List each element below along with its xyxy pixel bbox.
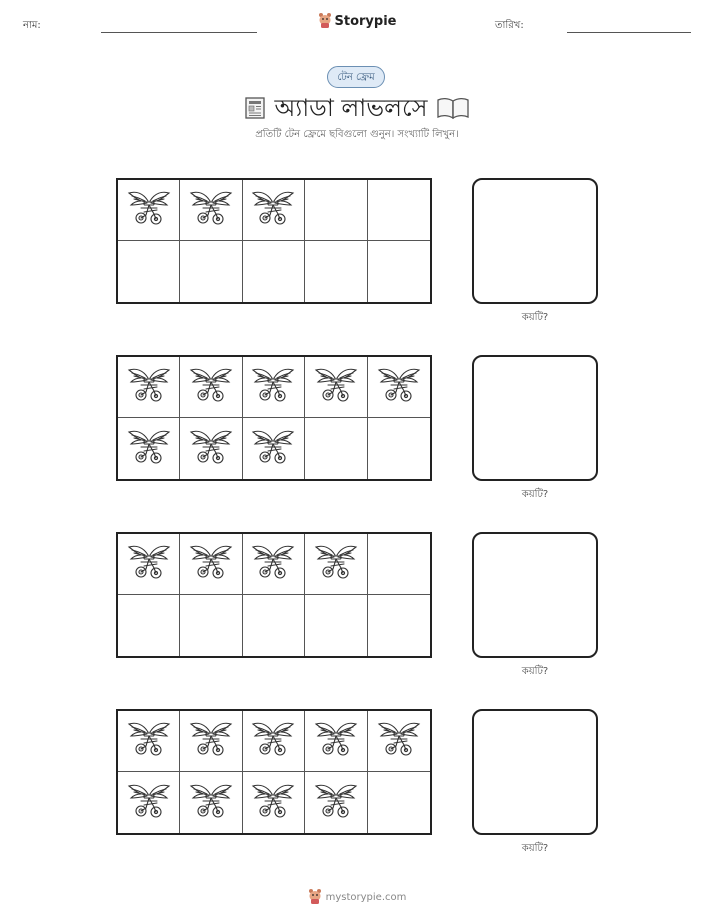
winged-bicycle-icon <box>127 187 171 233</box>
ten-frame-cell <box>243 595 305 656</box>
ten-frame-cell <box>305 534 367 595</box>
winged-bicycle-icon <box>251 364 295 410</box>
winged-bicycle-icon <box>189 364 233 410</box>
ten-frame-cell <box>305 595 367 656</box>
worksheet-title: অ্যাডা লাভলসে <box>274 94 428 122</box>
footer-url: mystorypie.com <box>325 892 407 903</box>
count-question-2: কয়টি? <box>521 489 549 500</box>
worksheet-title-row <box>0 90 714 130</box>
ten-frame-cell <box>243 418 305 479</box>
ten-frame-cell <box>118 711 180 772</box>
ten-frame-cell <box>180 534 242 595</box>
ten-frame-cell <box>180 711 242 772</box>
winged-bicycle-icon <box>127 364 171 410</box>
ten-frame-cell <box>118 595 180 656</box>
ten-frame-cell <box>243 180 305 241</box>
ten-frame-cell <box>118 772 180 833</box>
ten-frame-cell <box>368 241 430 302</box>
open-book-icon <box>436 96 470 126</box>
ten-frame-cell <box>368 772 430 833</box>
ten-frame-cell <box>118 534 180 595</box>
winged-bicycle-icon <box>377 364 421 410</box>
ten-frame-cell <box>305 711 367 772</box>
winged-bicycle-icon <box>127 541 171 587</box>
date-line[interactable] <box>567 32 691 33</box>
ten-frame-cell <box>180 241 242 302</box>
winged-bicycle-icon <box>314 718 358 764</box>
ten-frame-cell <box>118 418 180 479</box>
ten-frame-cell <box>243 534 305 595</box>
count-question-3: কয়টি? <box>521 666 549 677</box>
ten-frame-cell <box>305 772 367 833</box>
brand <box>0 12 714 32</box>
ten-frame-cell <box>305 241 367 302</box>
winged-bicycle-icon <box>377 718 421 764</box>
ten-frame-4 <box>116 709 432 835</box>
winged-bicycle-icon <box>127 718 171 764</box>
ten-frame-cell <box>368 180 430 241</box>
worksheet-tag: টেন ফ্রেম <box>327 66 385 88</box>
winged-bicycle-icon <box>251 426 295 472</box>
ten-frame-cell <box>243 241 305 302</box>
winged-bicycle-icon <box>251 187 295 233</box>
answer-box-1[interactable] <box>472 178 598 304</box>
winged-bicycle-icon <box>251 718 295 764</box>
winged-bicycle-icon <box>189 780 233 826</box>
brand-name: Storypie <box>334 14 397 29</box>
ten-frame-cell <box>180 180 242 241</box>
answer-box-2[interactable] <box>472 355 598 481</box>
winged-bicycle-icon <box>251 541 295 587</box>
winged-bicycle-icon <box>189 426 233 472</box>
winged-bicycle-icon <box>189 541 233 587</box>
ten-frame-cell <box>368 418 430 479</box>
count-question-4: কয়টি? <box>521 843 549 854</box>
name-label: নাম: <box>23 20 41 31</box>
ten-frame-cell <box>180 772 242 833</box>
winged-bicycle-icon <box>314 364 358 410</box>
footer <box>0 888 714 907</box>
winged-bicycle-icon <box>189 187 233 233</box>
ten-frame-3 <box>116 532 432 658</box>
date-label: তারিখ: <box>495 20 524 31</box>
ten-frame-cell <box>368 711 430 772</box>
ten-frame-cell <box>118 241 180 302</box>
ten-frame-cell <box>180 357 242 418</box>
ten-frame-cell <box>243 357 305 418</box>
winged-bicycle-icon <box>189 718 233 764</box>
name-line[interactable] <box>101 32 257 33</box>
worksheet-instructions: প্রতিটি টেন ফ্রেমে ছবিগুলো গুনুন। সংখ্যাটি লিখুন। <box>255 129 459 140</box>
winged-bicycle-icon <box>314 541 358 587</box>
ten-frame-1 <box>116 178 432 304</box>
ten-frame-cell <box>305 180 367 241</box>
storypie-logo-footer <box>308 888 322 907</box>
newspaper-icon <box>244 96 266 126</box>
answer-box-3[interactable] <box>472 532 598 658</box>
ten-frame-cell <box>243 711 305 772</box>
ten-frame-cell <box>243 772 305 833</box>
winged-bicycle-icon <box>127 780 171 826</box>
winged-bicycle-icon <box>251 780 295 826</box>
ten-frame-cell <box>368 357 430 418</box>
answer-box-4[interactable] <box>472 709 598 835</box>
ten-frame-cell <box>118 357 180 418</box>
winged-bicycle-icon <box>314 780 358 826</box>
ten-frame-cell <box>305 418 367 479</box>
ten-frame-cell <box>180 418 242 479</box>
ten-frame-cell <box>118 180 180 241</box>
ten-frame-cell <box>305 357 367 418</box>
ten-frame-2 <box>116 355 432 481</box>
count-question-1: কয়টি? <box>521 312 549 323</box>
ten-frame-cell <box>368 534 430 595</box>
storypie-logo <box>318 12 332 32</box>
ten-frame-cell <box>368 595 430 656</box>
winged-bicycle-icon <box>127 426 171 472</box>
ten-frame-cell <box>180 595 242 656</box>
